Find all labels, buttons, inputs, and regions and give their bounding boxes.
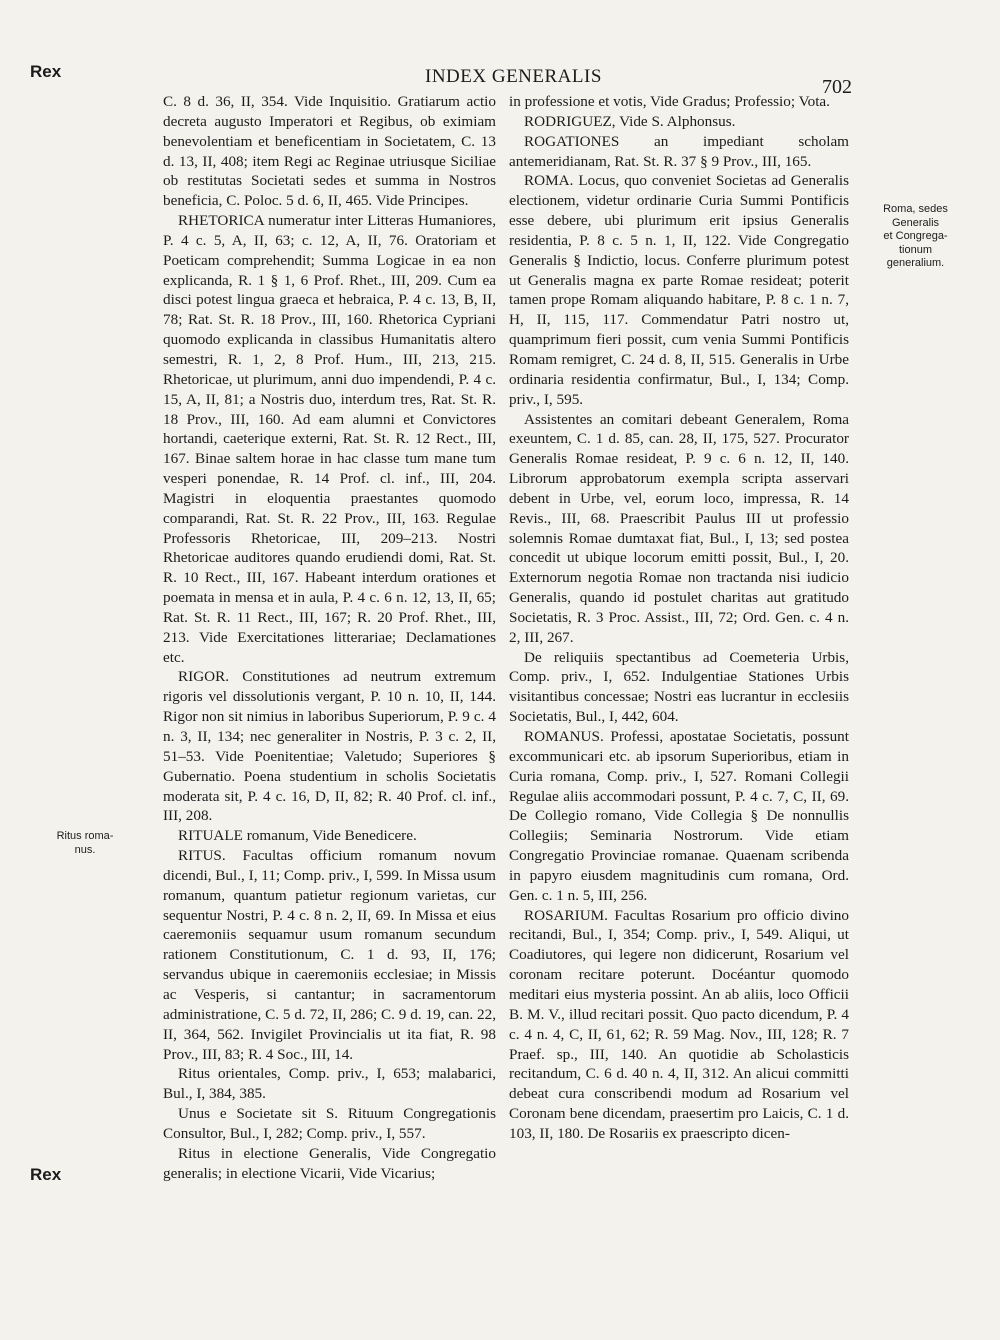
entry-paragraph: Unus e Societate sit S. Rituum Congregationis Consultor, Bul., I, 282; Comp. priv., I, 557. bbox=[163, 1105, 496, 1142]
margin-note-line: tionum bbox=[898, 243, 933, 256]
entry-romanus: ROMANUS. Professi, apostatae Societatis, possunt excommunicari etc. ab ipsorum Superioribus, etiam in Curia romana, Comp. priv., I, 527. Romani Collegii Regulae aliis accommodari possunt, P. 4 c. 7, C, II, 69. De Collegio romano, Vide Collegia § De nonnullis Collegiis; Seminaria Nostrorum. Vide etiam Congregatio Provinciae romanae. Quaenam scribenda in papyro eiusdem magnitudinis cum romana, Ord. Gen. c. 1 n. 5, III, 256. bbox=[509, 728, 849, 904]
entry-rogationes: ROGATIONES an impediant scholam antemeridianam, Rat. St. R. 37 § 9 Prov., III, 165. bbox=[509, 132, 849, 170]
entry-rosarium: ROSARIUM. Facultas Rosarium pro officio divino recitandi, Bul., I, 354; Comp. priv., I, 549. Aliqui, ut Coadiutores, qui legere non didicerunt, Rosarium vel coronam recitare poterunt. Docéantur quomodo meditari eius mysteria possint. An ab aliis, loco Officii B. M. V., illud recitari possit. Quo pacto dicendum, P. 4 c. 4 n. 4, C, II, 61, 62; R. 59 Mag. Nov., III, 128; R. 7 Praef. sp., III, 140. An quotidie ab Scholasticis recitandum, C. 6 d. 40 n. 4, II, 312. An alicui committi debeat cura conscribendi modum ad Rosarium vel Coronam bene dicendam, praesertim pro Laicis, C. 1 d. 103, II, 180. De Rosariis ex praescripto dicen- bbox=[509, 906, 849, 1142]
page-title: INDEX GENERALIS bbox=[425, 66, 602, 87]
entry-rodriguez: RODRIGUEZ, Vide S. Alphonsus. bbox=[524, 112, 736, 130]
left-column bbox=[163, 92, 496, 1183]
entry-paragraph: C. 8 d. 36, II, 354. Vide Inquisitio. Gratiarum actio decreta augusto Imperatori et Regibus, ob eximiam benevolentiam et beneficentiam in Societatem, C. 13 d. 13, II, 408; item Regi ac Reginae utriusque Siciliae ob restitutas Societati sedes et summa in Nostros beneficia, C. Poloc. 5 d. 6, II, 465. Vide Principes. bbox=[163, 93, 496, 210]
entry-paragraph: De reliquiis spectantibus ad Coemeteria Urbis, Comp. priv., I, 652. Indulgentiae Stationes Urbis visitantibus concessae; Nostri eas lucrantur in ecclesiis Societatis, Bul., I, 442, 604. bbox=[509, 648, 849, 726]
entry-paragraph: in professione et votis, Vide Gradus; Professio; Vota. bbox=[509, 93, 830, 110]
running-head: Rex bbox=[30, 62, 62, 81]
entry-rigor: RIGOR. Constitutiones ad neutrum extremum rigoris vel dissolutionis vergant, P. 10 n. 10, II, 144. Rigor non sit nimius in laboribus Superiorum, P. 9 c. 4 n. 3, II, 134; nec generaliter in Nostris, P. 3 c. 2, II, 51–53. Vide Poenitentiae; Valetudo; Superiores § Gubernatio. Poena studentium in scholis Societatis moderata sit, P. 4 c. 16, D, II, 82; R. 40 Prof. cl. inf., III, 208. bbox=[163, 668, 496, 825]
page-number: 702 bbox=[822, 76, 852, 98]
entry-paragraph: Assistentes an comitari debeant Generalem, Roma exeuntem, C. 1 d. 85, can. 28, II, 175, 527. Procurator Generalis Romae resideat, P. 9 c. 6 n. 12, II, 140. Librorum approbatorum exempla scripta asservari debent in Urbe, vel, eorum loco, impressa, R. 14 Revis., III, 68. Praescribit Paulus III ut professio solemnis Romae dumtaxat fiat, Bul., I, 13; sed postea concedit ut ubique locorum emitti possit, Bul., I, 20. Externorum negotia Romae non tractanda nisi iudicio Generalis, quando id postulet charitas aut gratitudo Societatis, R. 3 Proc. Assist., III, 72; Ord. Gen. c. 4 n. 2, III, 267. bbox=[509, 410, 849, 646]
margin-note-line: Ritus roma- bbox=[56, 830, 114, 842]
right-column bbox=[509, 92, 849, 1144]
margin-note-line: nus. bbox=[74, 843, 96, 856]
entry-rituale: RITUALE romanum, Vide Benedicere. bbox=[178, 827, 417, 845]
entry-rhetorica: RHETORICA numeratur inter Litteras Humaniores, P. 4 c. 5, A, II, 63; c. 12, A, II, 76. Oratoriam et Poeticam comprehendit; Summa Logicae in ea non explicanda, R. 1 § 1, 6 Prof. Rhet., III, 209. Cum ea disci potest lingua graeca et hebraica, P. 4 c. 13, B, II, 78; Rat. St. R. 18 Prov., III, 160. Rhetorica Cypriani quomodo explicanda in classibus Humanitatis altero semestri, R. 1, 2, 8 Prof. Hum., III, 213, 215. Rhetoricae, ut plurimum, anni duo impendendi, P. 4 c. 15, A, II, 81; a Nostris duo, interdum tres, Rat. St. R. 18 Prov., III, 160. Ad eam alumni et Convictores hortandi, caeterique externi, Rat. St. R. 12 Rect., III, 167. Binae saltem horae in hac classe tum mane tum vesperi ponendae, R. 14 Prof. cl. inf., III, 204. Magistri in eloquentia praestantes quomodo comparandi, Rat. St. R. 22 Prov., III, 163. Regulae Professoris Rhetoricae, III, 209–213. Nostri Rhetoricae auditores quando erudiendi domi, Rat. St. R. 10 Rect., III, 167. Habeant interdum orationes et poemata in mensa et in aula, P. 4 c. 6 n. 12, 13, II, 65; Rat. St. R. 11 Rect., III, 167; R. 20 Prof. Rhet., III, 213. Vide Exercitationes litterariae; Declamationes etc. bbox=[163, 212, 496, 666]
margin-note-left bbox=[40, 830, 130, 857]
entry-roma: ROMA. Locus, quo conveniet Societas ad Generalis electionem, videtur ordinarie Curia Summi Pontificis esse debere, ubi plurimum erit ipsius Generalis residentia, P. 8 c. 5 n. 1, II, 122. Vide Congregatio Generalis § Indictio, locus. Conferre plurimum potest ut Generalis magna ex parte Romae resideat; poterit tamen prope Romam aliquando habitare, P. 8 c. 1 n. 7, H, II, 115, 117. Commendatur Patri nostro ut, quamprimum fieri possit, cum venia Summi Pontificis Romam remigret, C. 24 d. 8, II, 515. Generalis in Urbe ordinaria residentia confirmatur, Bul., I, 134; Comp. priv., I, 595. bbox=[509, 172, 849, 408]
running-head-bottom: Rex bbox=[30, 1165, 62, 1184]
margin-note-right bbox=[868, 203, 963, 271]
margin-note-line: Generalis bbox=[891, 216, 940, 229]
entry-paragraph: Ritus in electione Generalis, Vide Congregatio generalis; in electione Vicarii, Vide Vicarius; bbox=[163, 1144, 496, 1182]
entry-paragraph: Ritus orientales, Comp. priv., I, 653; malabarici, Bul., I, 384, 385. bbox=[163, 1065, 496, 1103]
margin-note-line: generalium. bbox=[886, 257, 945, 269]
margin-note-line: et Congrega- bbox=[883, 230, 948, 242]
entry-ritus: RITUS. Facultas officium romanum novum dicendi, Bul., I, 11; Comp. priv., I, 599. In Missa usum romanum, quantum patietur regionum varietas, cur sequentur Nostri, P. 4 c. 8 n. 2, II, 69. In Missa et eius caeremoniis sequamur usum romanum secundum rationem Constitutionum, C. 1 d. 93, II, 176; servandus ubique in caeremoniis ecclesiae; in Missis ac Vesperis, si cantantur; in sacramentorum administratione, C. 5 d. 72, II, 286; C. 9 d. 19, can. 22, II, 364, 562. Invigilet Provincialis ut ita fiat, R. 98 Prov., III, 83; R. 4 Soc., III, 14. bbox=[163, 847, 496, 1063]
margin-note-line: Roma, sedes bbox=[883, 203, 948, 215]
